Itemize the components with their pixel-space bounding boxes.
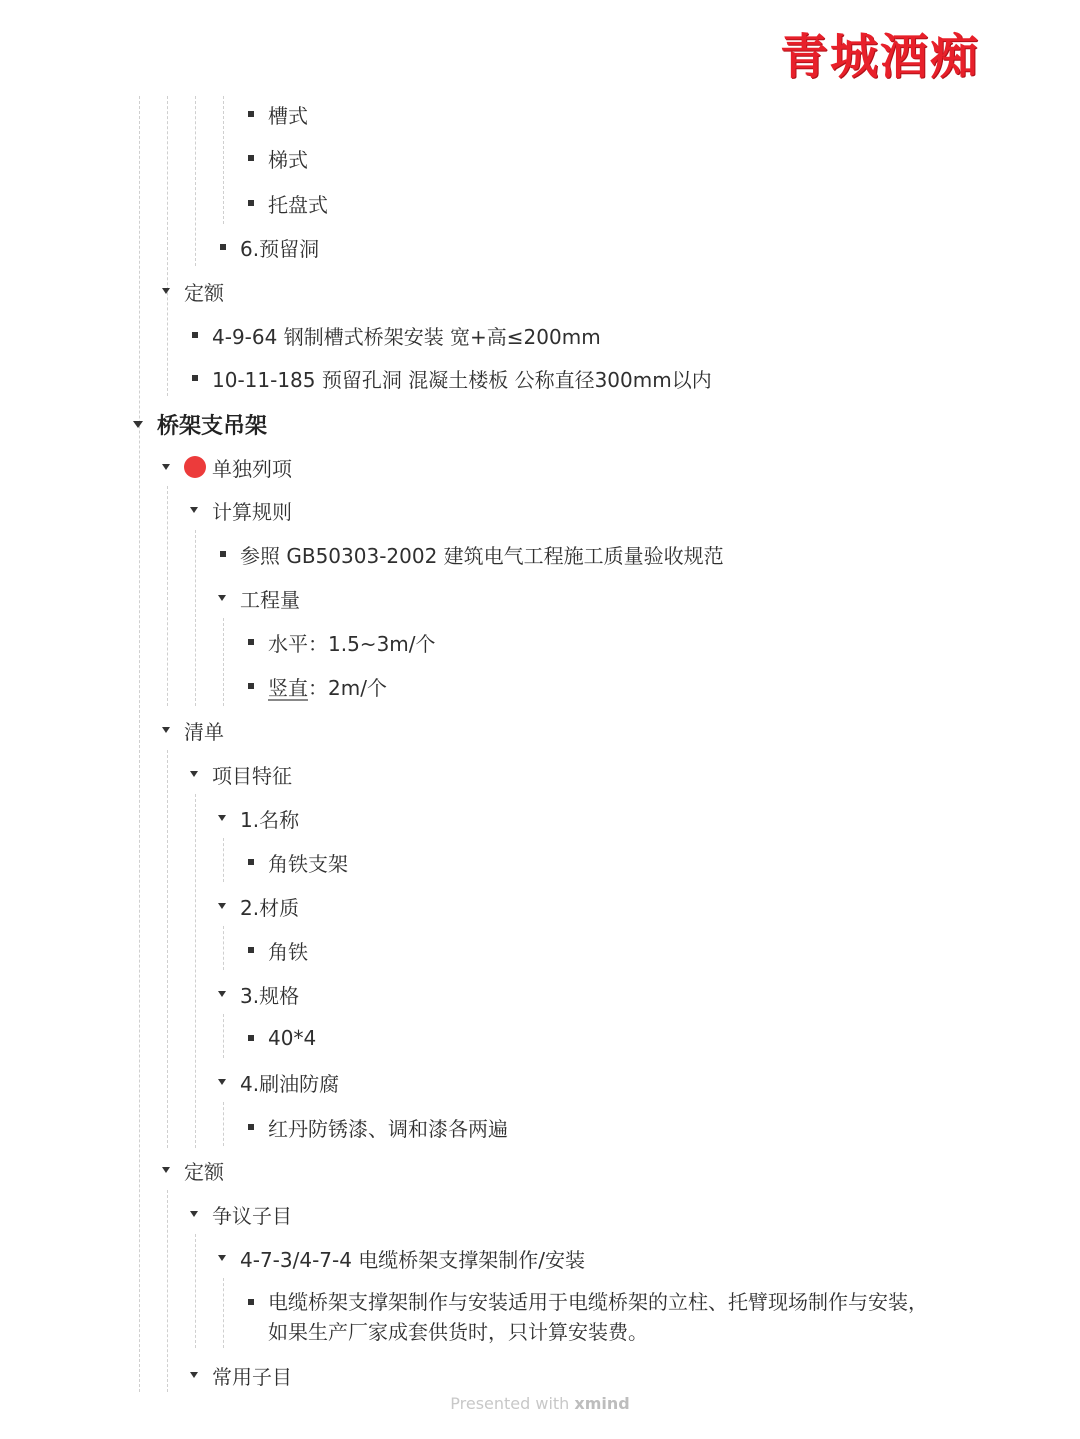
bullet-icon bbox=[248, 155, 254, 161]
mindmap-node[interactable] bbox=[248, 1282, 268, 1322]
node-label: 电缆桥架支撑架制作与安装适用于电缆桥架的立柱、托臂现场制作与安装，如果生产厂家成套供货时，只计算安装费。 bbox=[268, 1290, 928, 1344]
collapse-triangle-icon[interactable] bbox=[218, 595, 226, 601]
bullet-icon bbox=[248, 1299, 254, 1305]
node-label: 定额 bbox=[184, 1159, 224, 1184]
bullet-icon bbox=[248, 111, 254, 117]
tree-guide bbox=[139, 96, 140, 1392]
tree-guide bbox=[223, 618, 224, 706]
tree-guide bbox=[195, 96, 196, 266]
node-label: 4-9-64 钢制槽式桥架安装 宽+高≤200mm bbox=[212, 324, 601, 349]
mindmap-node[interactable] bbox=[248, 183, 328, 223]
node-label: 40*4 bbox=[268, 1026, 317, 1050]
node-label: 工程量 bbox=[240, 587, 300, 612]
collapse-triangle-icon[interactable] bbox=[218, 991, 226, 997]
mindmap-node[interactable] bbox=[162, 710, 224, 750]
tree-guide bbox=[167, 1190, 168, 1392]
node-label: 1.名称 bbox=[240, 807, 300, 832]
mindmap-node[interactable] bbox=[248, 138, 308, 178]
tree-guide bbox=[223, 96, 224, 224]
bullet-icon bbox=[220, 244, 226, 250]
node-label: 红丹防锈漆、调和漆各两遍 bbox=[268, 1116, 508, 1141]
tree-guide bbox=[167, 750, 168, 1148]
collapse-triangle-icon[interactable] bbox=[162, 1167, 170, 1173]
node-label: 项目特征 bbox=[212, 763, 292, 788]
collapse-triangle-icon[interactable] bbox=[162, 727, 170, 733]
node-label: 2.材质 bbox=[240, 895, 300, 920]
mindmap-node[interactable] bbox=[162, 447, 292, 487]
tree-guide bbox=[223, 926, 224, 970]
node-label: 计算规则 bbox=[212, 499, 292, 524]
collapse-triangle-icon[interactable] bbox=[162, 288, 170, 294]
bullet-icon bbox=[220, 551, 226, 557]
brand-watermark: 青城酒痴 bbox=[779, 29, 980, 85]
mindmap-node[interactable] bbox=[220, 227, 319, 267]
collapse-triangle-icon[interactable] bbox=[133, 421, 143, 428]
tree-guide bbox=[223, 838, 224, 882]
bullet-icon bbox=[248, 1124, 254, 1130]
mindmap-node[interactable] bbox=[218, 798, 299, 838]
node-label: 水平 bbox=[268, 631, 308, 656]
mindmap-node[interactable] bbox=[218, 1238, 585, 1278]
mindmap-node[interactable] bbox=[248, 622, 436, 662]
node-label: 10-11-185 预留孔洞 混凝土楼板 公称直径300mm以内 bbox=[212, 367, 712, 392]
collapse-triangle-icon[interactable] bbox=[162, 464, 170, 470]
bullet-icon bbox=[248, 947, 254, 953]
mindmap-node[interactable] bbox=[220, 534, 724, 574]
collapse-triangle-icon[interactable] bbox=[190, 1211, 198, 1217]
mindmap-node[interactable] bbox=[218, 886, 299, 926]
collapse-triangle-icon[interactable] bbox=[218, 1079, 226, 1085]
mindmap-node[interactable] bbox=[248, 842, 348, 882]
bullet-icon bbox=[192, 332, 198, 338]
node-label: 4-7-3/4-7-4 电缆桥架支撑架制作/安装 bbox=[240, 1247, 586, 1272]
collapse-triangle-icon[interactable] bbox=[218, 903, 226, 909]
collapse-triangle-icon[interactable] bbox=[190, 771, 198, 777]
footer-prefix: Presented with bbox=[450, 1394, 575, 1413]
node-label: 角铁 bbox=[268, 939, 308, 964]
collapse-triangle-icon[interactable] bbox=[190, 1372, 198, 1378]
node-label: 竖直 bbox=[268, 675, 308, 700]
tree-guide bbox=[223, 1014, 224, 1058]
node-label: 梯式 bbox=[268, 147, 308, 172]
node-label: 托盘式 bbox=[268, 192, 328, 217]
mindmap-node[interactable] bbox=[190, 1194, 292, 1234]
collapse-triangle-icon[interactable] bbox=[218, 815, 226, 821]
tree-guide bbox=[223, 1102, 224, 1146]
node-label: 4.刷油防腐 bbox=[240, 1071, 340, 1096]
bullet-icon bbox=[248, 859, 254, 865]
node-label: 桥架支吊架 bbox=[157, 413, 268, 439]
mindmap-node[interactable] bbox=[248, 1107, 508, 1147]
node-value: ：2m/个 bbox=[308, 675, 387, 700]
mindmap-node[interactable] bbox=[248, 1018, 316, 1058]
mindmap-node[interactable] bbox=[162, 1150, 224, 1190]
bullet-icon bbox=[248, 1035, 254, 1041]
bullet-icon bbox=[248, 683, 254, 689]
tree-guide bbox=[195, 794, 196, 1148]
node-label: 槽式 bbox=[268, 103, 308, 128]
mindmap-node[interactable] bbox=[162, 271, 224, 311]
node-label: 清单 bbox=[184, 719, 224, 744]
footer-credit bbox=[0, 1394, 1080, 1413]
bullet-icon bbox=[248, 200, 254, 206]
collapse-triangle-icon[interactable] bbox=[218, 1255, 226, 1261]
mindmap-node[interactable] bbox=[192, 358, 712, 398]
bullet-icon bbox=[192, 375, 198, 381]
mindmap-node[interactable] bbox=[190, 754, 292, 794]
tree-guide bbox=[167, 486, 168, 706]
mindmap-node[interactable] bbox=[190, 1355, 292, 1395]
node-label: 单独列项 bbox=[212, 456, 292, 481]
bullet-icon bbox=[248, 639, 254, 645]
mindmap-node[interactable] bbox=[218, 1062, 339, 1102]
node-value: ：1.5~3m/个 bbox=[308, 631, 436, 656]
node-label: 角铁支架 bbox=[268, 851, 348, 876]
mindmap-node[interactable] bbox=[133, 404, 267, 444]
node-label: 6.预留洞 bbox=[240, 236, 320, 261]
mindmap-node[interactable] bbox=[248, 930, 308, 970]
mindmap-node[interactable] bbox=[192, 315, 601, 355]
mindmap-node[interactable] bbox=[218, 974, 299, 1014]
mindmap-node[interactable] bbox=[248, 666, 387, 706]
node-label: 常用子目 bbox=[212, 1364, 292, 1389]
tree-guide bbox=[195, 530, 196, 706]
red-marker-icon bbox=[184, 456, 206, 478]
tree-guide bbox=[223, 1278, 224, 1348]
mindmap-node[interactable] bbox=[218, 578, 300, 618]
node-label: 定额 bbox=[184, 280, 224, 305]
footer-brand: xmind bbox=[574, 1394, 630, 1413]
mindmap-node[interactable] bbox=[248, 94, 308, 134]
mindmap-node[interactable] bbox=[190, 490, 292, 530]
tree-guide bbox=[195, 1234, 196, 1348]
node-label: 争议子目 bbox=[212, 1203, 292, 1228]
node-label: 3.规格 bbox=[240, 983, 300, 1008]
tree-guide bbox=[167, 96, 168, 396]
collapse-triangle-icon[interactable] bbox=[190, 507, 198, 513]
node-label: 参照 GB50303-2002 建筑电气工程施工质量验收规范 bbox=[240, 543, 724, 568]
